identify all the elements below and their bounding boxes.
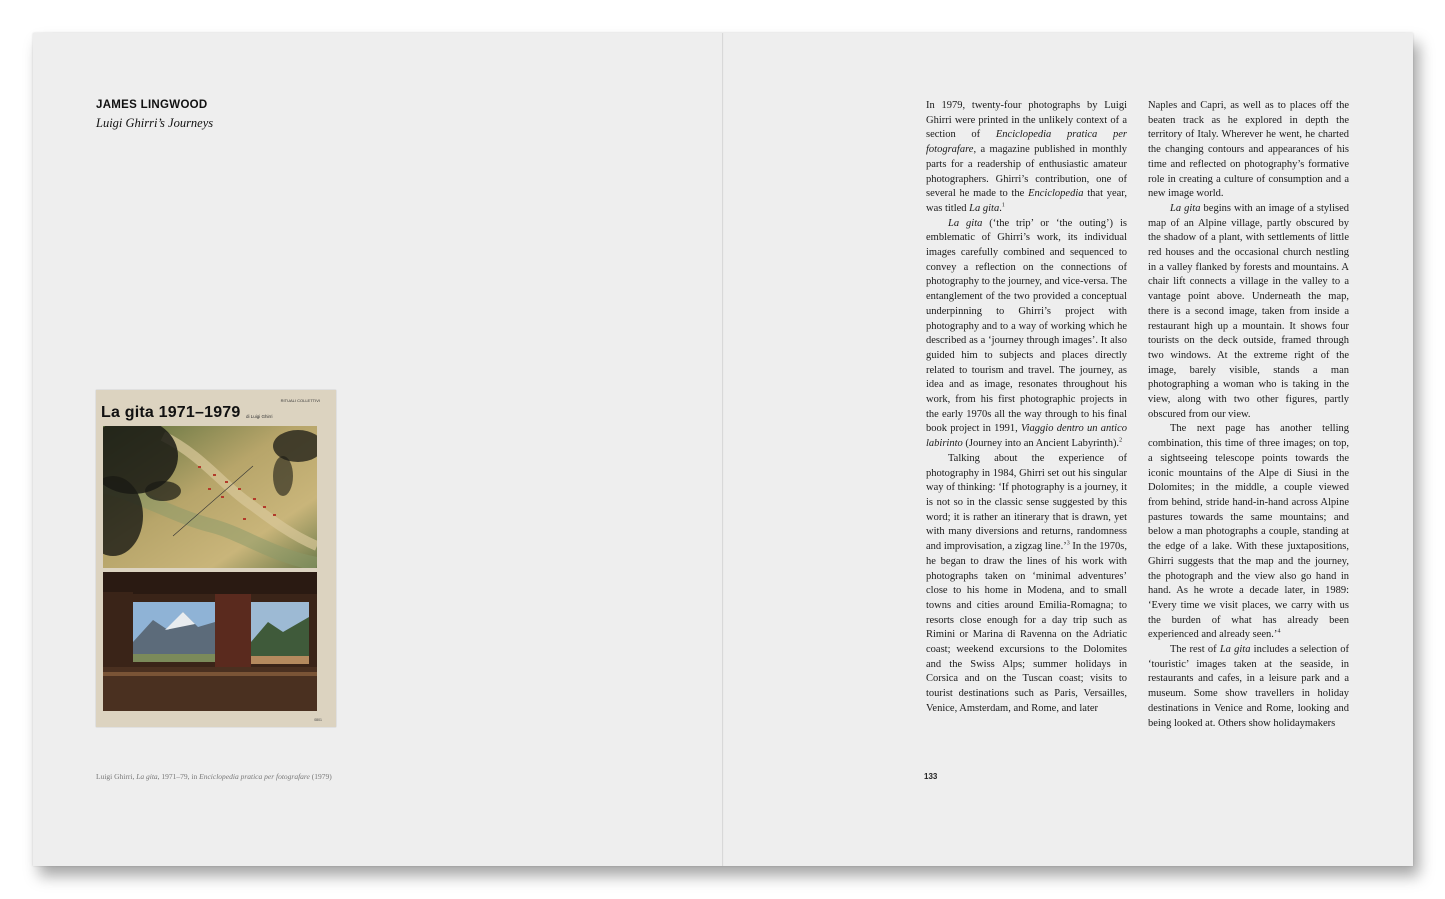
- magazine-plate-image: [96, 390, 336, 727]
- paragraph: La gita (‘the trip’ or ‘the outing’) is emblematic of Ghirri’s work, its individual images carefully combined and sequenced to convey a reflection on the connections of photography to the journey, and vice-versa. The entanglement of the two provided a conceptual underpinning to Ghirri’s project with photography and to a way of working which he described as a ‘journey through images’. It also guided him to subjects and places directly related to tourism and travel. The journey, as idea and as image, resonates throughout his work, from his first photographic projects in the early 1970s all the way through to his final book project in 1991, Viaggio dentro un antico labirinto (Journey into an Ancient Labyrinth).$^2$: [926, 217, 1127, 450]
- paragraph: Talking about the experience of photography in 1984, Ghirri set out his singular way of thinking: ‘If photography is a journey, it is not so in the classic sense suggested by this word; it is rather an itinerary that is drawn, yet with many diversions and returns, randomness and improvisation, a zigzag line.’$^3$ In the 1970s, he began to draw the lines of his work with photographs taken on ‘minimal adventures’ close to his home in Modena, and to small towns and cities around Emilia-Romagna; to resorts close enough for a day trip such as Rimini or Marina di Ravenna on the Adriatic coast; weekend excursions to the Dolomites and the Swiss Alps; summer holidays in Corsica and on the Tuscan coast; visits to tourist destinations such as Paris, Versailles, Venice, Amsterdam, and Rome, and later: [926, 452, 1127, 714]
- paragraph: La gita begins with an image of a stylised map of an Alpine village, partly obscured by the shadow of a plant, with settlements of little red houses and the occasional church nestling in a valley flanked by forests and mountains. A chair lift connects a village in the valley to a vantage point above. Underneath the map, there is a second image, taken from inside a restaurant high up a mountain. It shows four tourists on the deck outside, framed through two windows. At the extreme right of the image, barely visible, stands a man photographing a woman who is taking in the view, along with two other figures, partly obscured from our view.: [1148, 202, 1349, 420]
- text-column-1: [926, 99, 1127, 717]
- author-name: JAMES LINGWOOD: [96, 99, 208, 111]
- plate-series-label: RITUALI COLLETTIVI: [280, 398, 320, 403]
- footnote-ref: 2: [1119, 437, 1123, 444]
- paragraph: Naples and Capri, as well as to places off the beaten track as he explored in depth the territory of Italy. Wherever he went, he charted the changing contours and appearances of his time and reflected on photography’s formative role in creating a culture of consumption and a new image world.: [1148, 100, 1349, 200]
- figure-caption: Luigi Ghirri, La gita, 1971–79, in Enciclopedia pratica per fotografare (1979): [96, 772, 332, 781]
- footnote-ref: 1: [1001, 202, 1005, 209]
- essay-title: Luigi Ghirri’s Journeys: [96, 116, 214, 130]
- plate-header: La gita 1971–1979: [101, 404, 241, 421]
- paragraph: The next page has another telling combination, this time of three images; on top, a sightseeing telescope points towards the iconic mountains of the Alpe di Siusi in the Dolomites; in the middle, a couple viewed from behind, stride hand-in-hand across Alpine pastures towards the same mountains; and below a man photographs a couple, standing at the edge of a lake. With these juxtapositions, Ghirri suggests that the map and the journey, the photograph and the view also go hand in hand. As he wrote a decade later, in 1989: ‘Every time we visit places, we carry with us the burden of what has already been experienced and already seen.’$^4$: [1148, 423, 1349, 641]
- book-spread: [33, 33, 1413, 866]
- text-column-2: [1148, 99, 1349, 731]
- plate-code: 0801: [314, 718, 322, 722]
- footnote-ref: 4: [1277, 628, 1281, 635]
- book-gutter: [722, 33, 724, 866]
- footnote-ref: 3: [1066, 540, 1070, 547]
- paragraph: In 1979, twenty-four photographs by Luigi Ghirri were printed in the unlikely context of a section of Enciclopedia pratica per fotografare, a magazine published in monthly parts for a readership of enthusiastic amateur photographers. Ghirri’s contribution, one of several he made to the Enciclopedia that year, was titled La gita.$^1$: [926, 100, 1127, 214]
- paragraph: The rest of La gita includes a selection of ‘touristic’ images taken at the seaside, in restaurants and cafes, in a leisure park and a museum. Some show travellers in holiday destinations in Venice and Rome, looking and being looked at. Others show holidaymakers: [1148, 644, 1350, 729]
- restaurant-window-photo: [103, 572, 317, 711]
- alpine-map-photo: [103, 426, 317, 568]
- plate-byline: di Luigi Ghirri: [246, 414, 273, 419]
- page-number: 133: [924, 772, 938, 781]
